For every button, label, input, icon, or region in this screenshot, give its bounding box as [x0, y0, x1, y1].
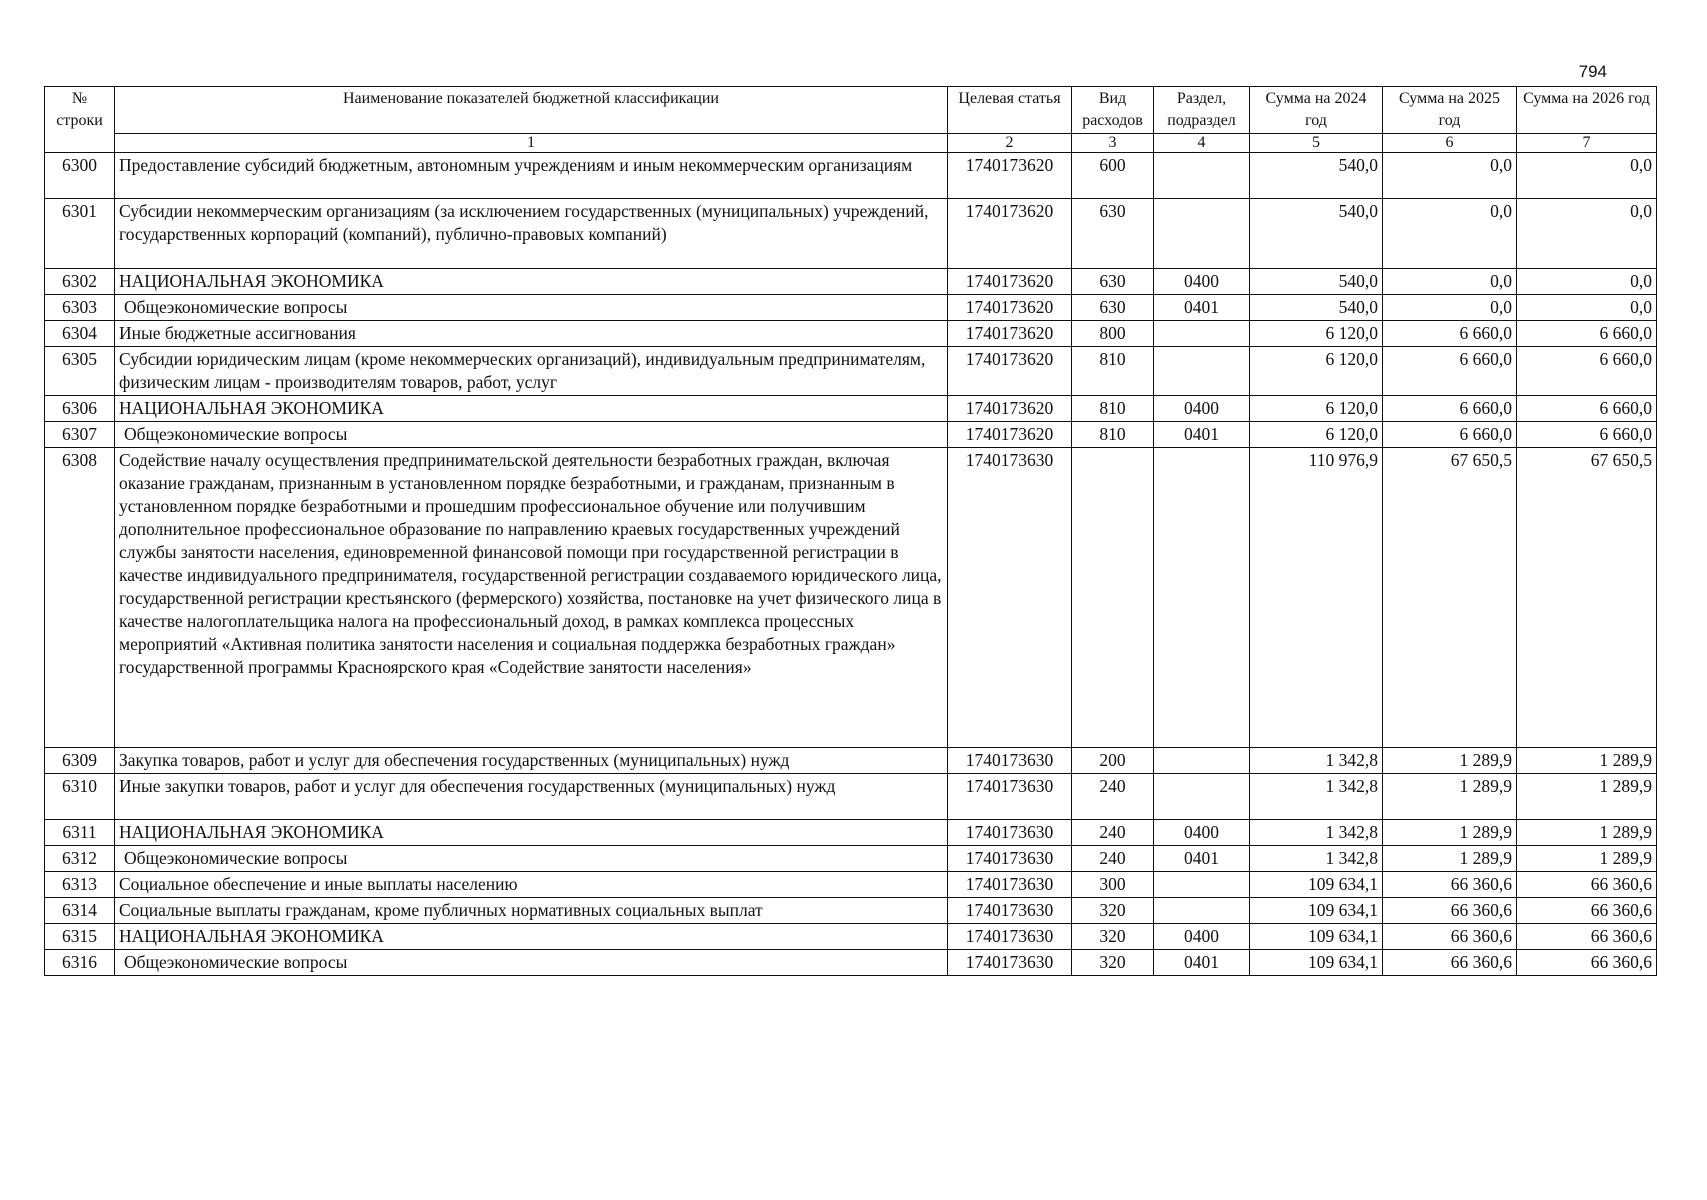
row-number-cell: 6313: [45, 872, 115, 898]
sum-2026-cell: 0,0: [1517, 295, 1657, 321]
expense-type-cell: 810: [1072, 422, 1154, 448]
target-article-cell: 1740173620: [948, 153, 1072, 199]
expense-type-cell: 800: [1072, 321, 1154, 347]
target-article-cell: 1740173620: [948, 422, 1072, 448]
column-number: 5: [1250, 134, 1383, 153]
expense-type-cell: 320: [1072, 898, 1154, 924]
sum-2024-cell: 1 342,8: [1250, 748, 1383, 774]
row-name-cell: НАЦИОНАЛЬНАЯ ЭКОНОМИКА: [115, 269, 948, 295]
sum-2024-cell: 540,0: [1250, 295, 1383, 321]
row-name-cell: Общеэкономические вопросы: [115, 846, 948, 872]
header-target: Целевая статья: [948, 87, 1072, 134]
expense-type-cell: 320: [1072, 924, 1154, 950]
row-name-cell: НАЦИОНАЛЬНАЯ ЭКОНОМИКА: [115, 820, 948, 846]
sum-2024-cell: 1 342,8: [1250, 774, 1383, 820]
sum-2026-cell: 1 289,9: [1517, 774, 1657, 820]
header-expense-type: Вид расходов: [1072, 87, 1154, 134]
sum-2024-cell: 6 120,0: [1250, 321, 1383, 347]
section-cell: [1154, 748, 1250, 774]
target-article-cell: 1740173630: [948, 898, 1072, 924]
row-number-cell: 6308: [45, 448, 115, 748]
header-sum-2026: Сумма на 2026 год: [1517, 87, 1657, 134]
page-number: 794: [1578, 62, 1607, 81]
section-cell: 0400: [1154, 269, 1250, 295]
row-name-cell: Закупка товаров, работ и услуг для обеспечения государственных (муниципальных) нужд: [115, 748, 948, 774]
sum-2024-cell: 1 342,8: [1250, 846, 1383, 872]
target-article-cell: 1740173620: [948, 199, 1072, 269]
expense-type-cell: 240: [1072, 846, 1154, 872]
target-article-cell: 1740173620: [948, 347, 1072, 396]
section-cell: [1154, 872, 1250, 898]
column-number: 1: [115, 134, 948, 153]
table-row: [45, 199, 1657, 269]
target-article-cell: 1740173630: [948, 950, 1072, 976]
row-number-cell: 6314: [45, 898, 115, 924]
sum-2025-cell: 6 660,0: [1383, 396, 1517, 422]
column-number: 3: [1072, 134, 1154, 153]
section-cell: [1154, 347, 1250, 396]
expense-type-cell: 200: [1072, 748, 1154, 774]
target-article-cell: 1740173630: [948, 924, 1072, 950]
row-name-cell: Социальное обеспечение и иные выплаты населению: [115, 872, 948, 898]
sum-2024-cell: 109 634,1: [1250, 872, 1383, 898]
target-article-cell: 1740173630: [948, 846, 1072, 872]
sum-2025-cell: 1 289,9: [1383, 846, 1517, 872]
target-article-cell: 1740173630: [948, 748, 1072, 774]
sum-2026-cell: 1 289,9: [1517, 846, 1657, 872]
sum-2024-cell: 540,0: [1250, 269, 1383, 295]
row-name-cell: Социальные выплаты гражданам, кроме публичных нормативных социальных выплат: [115, 898, 948, 924]
table-row: [45, 898, 1657, 924]
row-number-cell: 6305: [45, 347, 115, 396]
table-row: [45, 846, 1657, 872]
budget-table: [44, 86, 1657, 976]
row-number-cell: 6304: [45, 321, 115, 347]
section-cell: 0400: [1154, 396, 1250, 422]
target-article-cell: 1740173620: [948, 295, 1072, 321]
row-name-cell: Субсидии некоммерческим организациям (за исключением государственных (муниципальных) учреждений, государственных корпораций (компаний), публично-правовых компаний): [115, 199, 948, 269]
section-cell: 0400: [1154, 924, 1250, 950]
table-row: [45, 748, 1657, 774]
sum-2025-cell: 0,0: [1383, 153, 1517, 199]
table-row: [45, 448, 1657, 748]
row-number-cell: 6307: [45, 422, 115, 448]
sum-2025-cell: 67 650,5: [1383, 448, 1517, 748]
column-number: 7: [1517, 134, 1657, 153]
sum-2025-cell: 1 289,9: [1383, 748, 1517, 774]
row-number-cell: 6302: [45, 269, 115, 295]
row-number-cell: 6300: [45, 153, 115, 199]
header-row: [45, 87, 1657, 134]
table-row: [45, 774, 1657, 820]
sum-2026-cell: 1 289,9: [1517, 748, 1657, 774]
sum-2024-cell: 109 634,1: [1250, 950, 1383, 976]
sum-2024-cell: 109 634,1: [1250, 924, 1383, 950]
section-cell: 0400: [1154, 820, 1250, 846]
expense-type-cell: 240: [1072, 820, 1154, 846]
header-row-number: № строки: [45, 87, 115, 153]
target-article-cell: 1740173630: [948, 774, 1072, 820]
target-article-cell: 1740173620: [948, 269, 1072, 295]
expense-type-cell: 810: [1072, 396, 1154, 422]
target-article-cell: 1740173630: [948, 820, 1072, 846]
sum-2024-cell: 540,0: [1250, 199, 1383, 269]
sum-2025-cell: 6 660,0: [1383, 347, 1517, 396]
row-name-cell: Субсидии юридическим лицам (кроме некоммерческих организаций), индивидуальным предпринимателям, физическим лицам - производителям товаров, работ, услуг: [115, 347, 948, 396]
expense-type-cell: 630: [1072, 295, 1154, 321]
row-number-cell: 6316: [45, 950, 115, 976]
column-number-row: [45, 134, 1657, 153]
sum-2026-cell: 6 660,0: [1517, 396, 1657, 422]
row-number-cell: 6301: [45, 199, 115, 269]
sum-2025-cell: 6 660,0: [1383, 321, 1517, 347]
table-row: [45, 924, 1657, 950]
row-name-cell: Общеэкономические вопросы: [115, 422, 948, 448]
expense-type-cell: 600: [1072, 153, 1154, 199]
section-cell: 0401: [1154, 422, 1250, 448]
sum-2026-cell: 67 650,5: [1517, 448, 1657, 748]
sum-2025-cell: 66 360,6: [1383, 924, 1517, 950]
row-number-cell: 6315: [45, 924, 115, 950]
table-row: [45, 872, 1657, 898]
table-row: [45, 269, 1657, 295]
table-row: [45, 347, 1657, 396]
header-section: Раздел, подраздел: [1154, 87, 1250, 134]
sum-2025-cell: 66 360,6: [1383, 872, 1517, 898]
section-cell: [1154, 448, 1250, 748]
sum-2024-cell: 540,0: [1250, 153, 1383, 199]
expense-type-cell: 300: [1072, 872, 1154, 898]
header-sum-2025: Сумма на 2025 год: [1383, 87, 1517, 134]
sum-2026-cell: 0,0: [1517, 269, 1657, 295]
section-cell: [1154, 199, 1250, 269]
expense-type-cell: 630: [1072, 269, 1154, 295]
row-name-cell: Содействие началу осуществления предпринимательской деятельности безработных граждан, включая оказание гражданам, признанным в установленном порядке безработными, и гражданам, признанным в установленном порядке безработными и прошедшим профессиональное обучение или получившим дополнительное профессиональное образование по направлению краевых государственных учреждений службы занятости населения, единовременной финансовой помощи при государственной регистрации в качестве индивидуального предпринимателя, государственной регистрации создаваемого юридического лица, государственной регистрации крестьянского (фермерского) хозяйства, постановке на учет физического лица в качестве налогоплательщика налога на профессиональный доход, в рамках комплекса процессных мероприятий «Активная политика занятости населения и социальная поддержка безработных граждан» государственной программы Красноярского края «Содействие занятости населения»: [115, 448, 948, 748]
column-number: 4: [1154, 134, 1250, 153]
table-row: [45, 820, 1657, 846]
row-number-cell: 6306: [45, 396, 115, 422]
section-cell: [1154, 774, 1250, 820]
sum-2024-cell: 6 120,0: [1250, 422, 1383, 448]
section-cell: 0401: [1154, 295, 1250, 321]
target-article-cell: 1740173630: [948, 872, 1072, 898]
row-name-cell: Иные закупки товаров, работ и услуг для обеспечения государственных (муниципальных) нужд: [115, 774, 948, 820]
sum-2026-cell: 0,0: [1517, 153, 1657, 199]
row-number-cell: 6311: [45, 820, 115, 846]
row-number-cell: 6310: [45, 774, 115, 820]
sum-2025-cell: 1 289,9: [1383, 774, 1517, 820]
section-cell: [1154, 321, 1250, 347]
sum-2024-cell: 6 120,0: [1250, 347, 1383, 396]
expense-type-cell: 240: [1072, 774, 1154, 820]
expense-type-cell: 630: [1072, 199, 1154, 269]
table-row: [45, 422, 1657, 448]
sum-2026-cell: 0,0: [1517, 199, 1657, 269]
sum-2026-cell: 6 660,0: [1517, 347, 1657, 396]
sum-2025-cell: 0,0: [1383, 199, 1517, 269]
row-name-cell: Иные бюджетные ассигнования: [115, 321, 948, 347]
column-number: 6: [1383, 134, 1517, 153]
sum-2024-cell: 1 342,8: [1250, 820, 1383, 846]
target-article-cell: 1740173620: [948, 396, 1072, 422]
expense-type-cell: 810: [1072, 347, 1154, 396]
sum-2025-cell: 6 660,0: [1383, 422, 1517, 448]
sum-2025-cell: 66 360,6: [1383, 898, 1517, 924]
target-article-cell: 1740173620: [948, 321, 1072, 347]
sum-2026-cell: 66 360,6: [1517, 898, 1657, 924]
table-row: [45, 321, 1657, 347]
expense-type-cell: 320: [1072, 950, 1154, 976]
table-body: [45, 153, 1657, 976]
row-name-cell: Общеэкономические вопросы: [115, 295, 948, 321]
sum-2026-cell: 66 360,6: [1517, 950, 1657, 976]
header-name: Наименование показателей бюджетной классификации: [115, 87, 948, 134]
row-number-cell: 6312: [45, 846, 115, 872]
sum-2025-cell: 0,0: [1383, 269, 1517, 295]
sum-2025-cell: 1 289,9: [1383, 820, 1517, 846]
row-number-cell: 6303: [45, 295, 115, 321]
row-name-cell: НАЦИОНАЛЬНАЯ ЭКОНОМИКА: [115, 924, 948, 950]
target-article-cell: 1740173630: [948, 448, 1072, 748]
sum-2026-cell: 66 360,6: [1517, 924, 1657, 950]
sum-2026-cell: 1 289,9: [1517, 820, 1657, 846]
sum-2024-cell: 110 976,9: [1250, 448, 1383, 748]
table-row: [45, 153, 1657, 199]
expense-type-cell: [1072, 448, 1154, 748]
section-cell: 0401: [1154, 846, 1250, 872]
row-name-cell: Предоставление субсидий бюджетным, автономным учреждениям и иным некоммерческим организациям: [115, 153, 948, 199]
table-row: [45, 396, 1657, 422]
section-cell: [1154, 153, 1250, 199]
header-sum-2024: Сумма на 2024 год: [1250, 87, 1383, 134]
row-name-cell: НАЦИОНАЛЬНАЯ ЭКОНОМИКА: [115, 396, 948, 422]
sum-2025-cell: 66 360,6: [1383, 950, 1517, 976]
sum-2025-cell: 0,0: [1383, 295, 1517, 321]
table-row: [45, 295, 1657, 321]
sum-2024-cell: 109 634,1: [1250, 898, 1383, 924]
section-cell: [1154, 898, 1250, 924]
column-number: 2: [948, 134, 1072, 153]
sum-2026-cell: 6 660,0: [1517, 321, 1657, 347]
row-name-cell: Общеэкономические вопросы: [115, 950, 948, 976]
sum-2024-cell: 6 120,0: [1250, 396, 1383, 422]
sum-2026-cell: 66 360,6: [1517, 872, 1657, 898]
table-row: [45, 950, 1657, 976]
section-cell: 0401: [1154, 950, 1250, 976]
sum-2026-cell: 6 660,0: [1517, 422, 1657, 448]
row-number-cell: 6309: [45, 748, 115, 774]
